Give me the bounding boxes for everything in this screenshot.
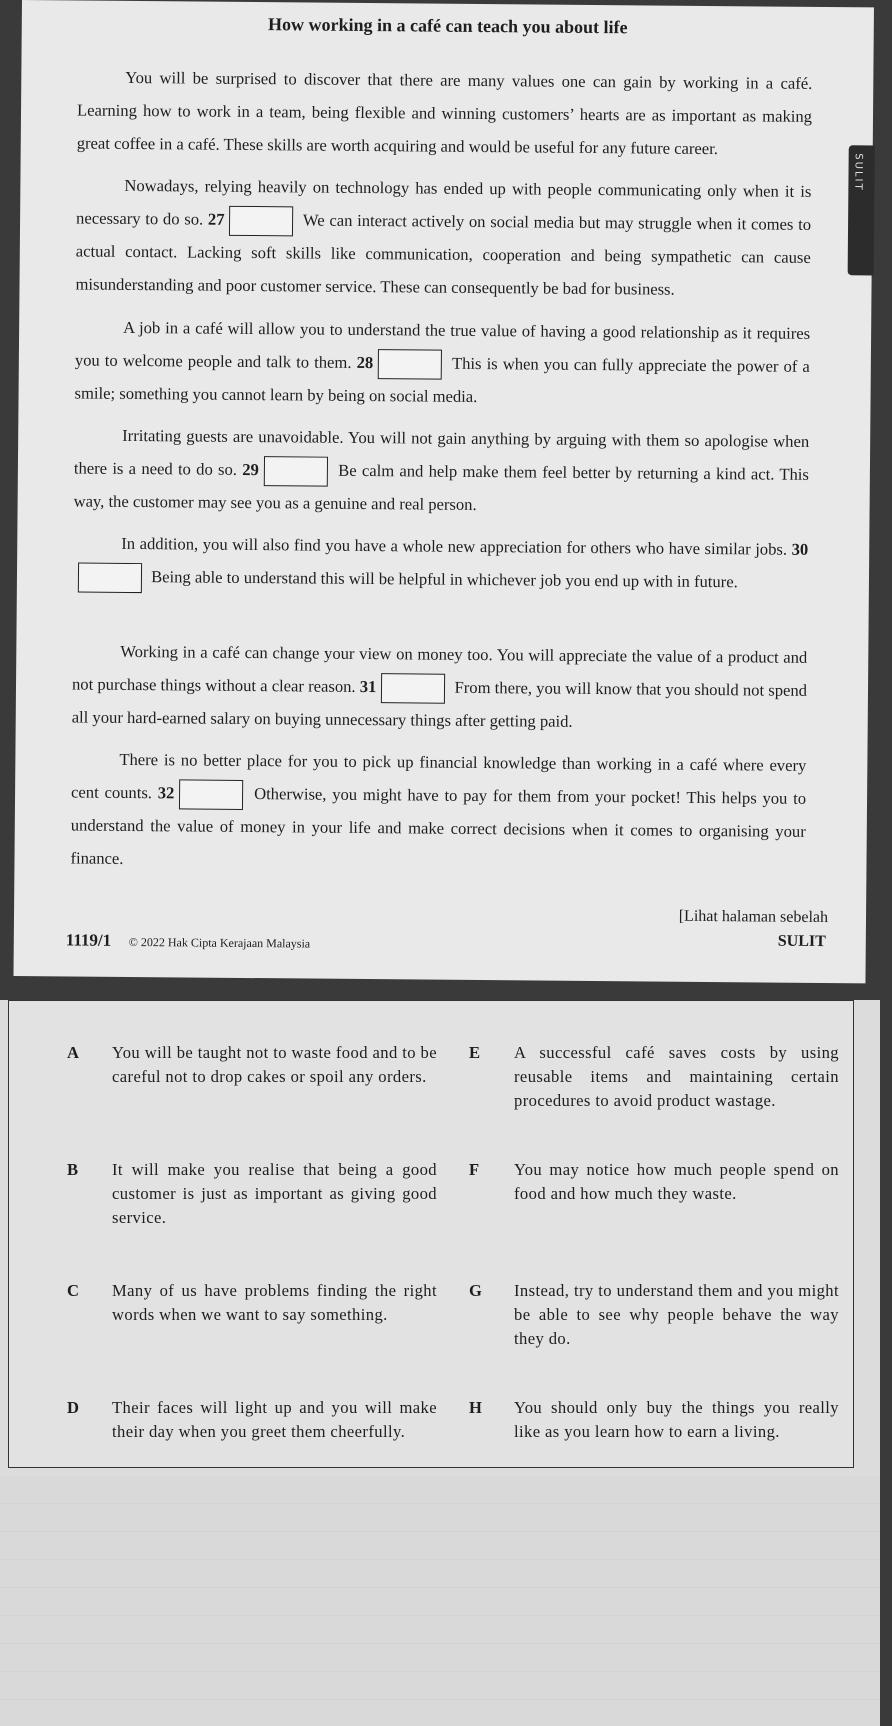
- question-number-32: 32: [157, 783, 175, 803]
- paper-code: 1119/1: [65, 930, 112, 950]
- option-letter: A: [67, 1043, 80, 1062]
- option-f: [469, 1158, 839, 1206]
- option-letter: D: [67, 1398, 80, 1417]
- option-text: It will make you realise that being a good customer is just as important as giving good service.: [112, 1160, 437, 1227]
- exam-page-bottom: [0, 1000, 880, 1726]
- option-text: You may notice how much people spend on food and how much they waste.: [514, 1160, 839, 1203]
- option-e: [469, 1041, 839, 1113]
- paragraph-4: [73, 418, 809, 524]
- paragraph-6-text-a: Working in a café can change your view on money too. You will appreciate the value of a product and not purchase things without a clear reason.: [71, 641, 808, 696]
- paragraph-5-text-b: Being able to understand this will be helpful in whichever job you end up with in future.: [151, 567, 738, 592]
- answer-box-32[interactable]: [179, 780, 243, 811]
- question-number-31: 31: [359, 676, 377, 697]
- option-h: [469, 1396, 839, 1444]
- paragraph-1: [77, 60, 813, 165]
- option-letter: G: [469, 1281, 483, 1300]
- option-letter: F: [469, 1160, 480, 1179]
- exam-page-top: [13, 0, 873, 983]
- option-letter: E: [469, 1043, 481, 1062]
- option-letter: C: [67, 1281, 80, 1300]
- answer-box-28[interactable]: [378, 349, 442, 380]
- option-letter: H: [469, 1398, 483, 1417]
- paragraph-7: [70, 742, 806, 881]
- option-text: Their faces will light up and you will make their day when you greet them cheerfully.: [112, 1398, 437, 1441]
- question-number-27: 27: [207, 209, 225, 229]
- paragraph-5: [73, 526, 809, 599]
- option-letter: B: [67, 1160, 79, 1179]
- question-number-30: 30: [791, 539, 809, 559]
- answer-box-27[interactable]: [229, 206, 293, 237]
- passage-title: How working in a café can teach you about life: [267, 14, 628, 38]
- paragraph-2-text-b: We can interact actively on social media but may struggle when it comes to actual contact. Lacking soft skills like communication, cooperation and being sympathetic can cause misunderstanding and poor customer service. These can consequently be bad for business.: [75, 210, 812, 299]
- paragraph-7-text-b: Otherwise, you might have to pay for them from your pocket! This helps you to understand the value of money in your life and make correct decisions when it comes to organising your finance.: [70, 784, 807, 869]
- option-c: [67, 1279, 437, 1327]
- paragraph-2-text-a: Nowadays, relying heavily on technology has ended up with people communicating only when it is necessary to do so.: [76, 175, 812, 229]
- binder-tab: [848, 145, 875, 275]
- paragraph-5-text-a: In addition, you will also find you have a whole new appreciation for others who have similar jobs.: [121, 533, 788, 559]
- paragraph-7-text-a: There is no better place for you to pick up financial knowledge than working in a café where every cent counts.: [71, 749, 807, 803]
- option-b: [67, 1158, 437, 1230]
- next-page-note: [Lihat halaman sebelah: [678, 907, 829, 927]
- options-box: [8, 1000, 854, 1468]
- question-number-29: 29: [242, 459, 259, 480]
- paragraph-6-text-b: From there, you will know that you should not spend all your hard-earned salary on buying unnecessary things after getting paid.: [71, 677, 808, 732]
- paragraph-4-text-a: Irritating guests are unavoidable. You will not gain anything by arguing with them so apologise when there is a need to do so.: [73, 425, 810, 479]
- option-text: You will be taught not to waste food and to be careful not to drop cakes or spoil any orders.: [112, 1043, 437, 1086]
- paragraph-2: [75, 168, 811, 307]
- paragraph-3: [74, 310, 810, 416]
- paragraph-4-text-b: Be calm and help make them feel better by returning a kind act. This way, the customer may see you as a genuine and real person.: [73, 460, 809, 515]
- answer-box-31[interactable]: [381, 673, 445, 704]
- copyright-note: © 2022 Hak Cipta Kerajaan Malaysia: [128, 934, 311, 951]
- answer-box-30[interactable]: [78, 563, 142, 594]
- option-d: [67, 1396, 437, 1444]
- binder-tab-label: SULIT: [852, 153, 864, 192]
- bleed-through-area: [0, 1476, 880, 1726]
- paragraph-6: [72, 634, 808, 740]
- option-text: Many of us have problems finding the right words when we want to say something.: [112, 1281, 437, 1324]
- paragraph-1-text: You will be surprised to discover that there are many values one can gain by working in a café. Learning how to work in a team, being flexible and winning customers’ hearts are as important as making great coffee in a café. These skills are worth acquiring and would be useful for any future career.: [76, 67, 813, 159]
- option-text: Instead, try to understand them and you might be able to see why people behave the way they do.: [514, 1281, 839, 1348]
- answer-box-29[interactable]: [264, 456, 328, 487]
- sulit-label: SULIT: [777, 932, 826, 951]
- option-text: You should only buy the things you really like as you learn how to earn a living.: [514, 1398, 839, 1441]
- paragraph-3-text-a: A job in a café will allow you to understand the true value of having a good relationship as it requires you to welcome people and talk to them.: [74, 317, 811, 372]
- paragraph-3-text-b: This is when you can fully appreciate the power of a smile; something you cannot learn by being on social media.: [74, 353, 810, 407]
- option-text: A successful café saves costs by using reusable items and maintaining certain procedures to avoid product wastage.: [514, 1043, 839, 1110]
- option-a: [67, 1041, 437, 1089]
- option-g: [469, 1279, 839, 1351]
- question-number-28: 28: [356, 352, 374, 373]
